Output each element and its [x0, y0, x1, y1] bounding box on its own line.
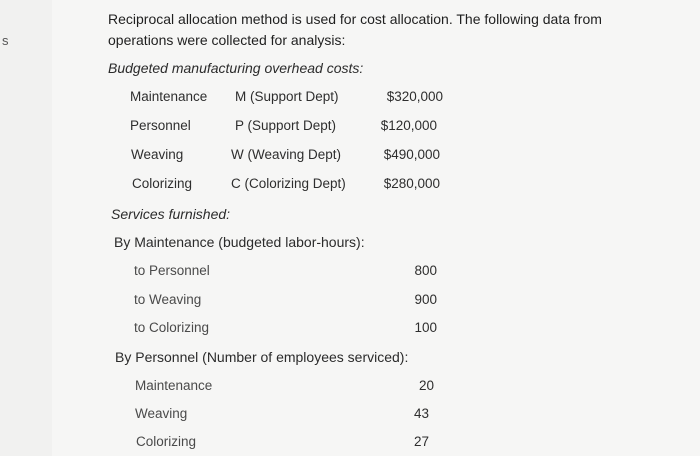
dept-amount: $490,000 — [383, 147, 440, 162]
service-value: 800 — [414, 263, 437, 278]
dept-code: W (Weaving Dept) — [231, 147, 342, 162]
service-value: 43 — [413, 406, 429, 421]
service-label: to Weaving — [134, 292, 202, 307]
dept-name: Personnel — [130, 118, 191, 133]
dept-name: Colorizing — [132, 176, 193, 191]
personnel-services-heading: By Personnel (Number of employees serviced): — [115, 349, 409, 365]
service-label: to Colorizing — [134, 320, 210, 335]
dept-code: P (Support Dept) — [235, 118, 337, 133]
dept-code: M (Support Dept) — [235, 89, 339, 104]
service-value: 900 — [414, 292, 437, 307]
service-label: to Personnel — [134, 263, 210, 278]
services-furnished-heading: Services furnished: — [111, 206, 231, 222]
dept-name: Weaving — [131, 147, 184, 162]
service-value: 100 — [414, 320, 437, 335]
service-label: Weaving — [135, 406, 188, 421]
intro-paragraph: Reciprocal allocation method is used for cost allocation. The following data from operations were collected for analysis: — [108, 11, 602, 48]
overhead-costs-heading: Budgeted manufacturing overhead costs: — [108, 60, 364, 76]
dept-amount: $320,000 — [386, 89, 443, 104]
service-label: Colorizing — [136, 434, 197, 449]
edge-label: s — [2, 33, 9, 48]
service-value: 20 — [418, 378, 434, 393]
service-value: 27 — [413, 434, 429, 449]
service-label: Maintenance — [135, 378, 213, 393]
dept-amount: $120,000 — [380, 118, 437, 133]
dept-name: Maintenance — [130, 89, 208, 104]
dept-amount: $280,000 — [383, 176, 440, 191]
maintenance-services-heading: By Maintenance (budgeted labor-hours): — [114, 234, 365, 250]
dept-code: C (Colorizing Dept) — [231, 176, 346, 191]
